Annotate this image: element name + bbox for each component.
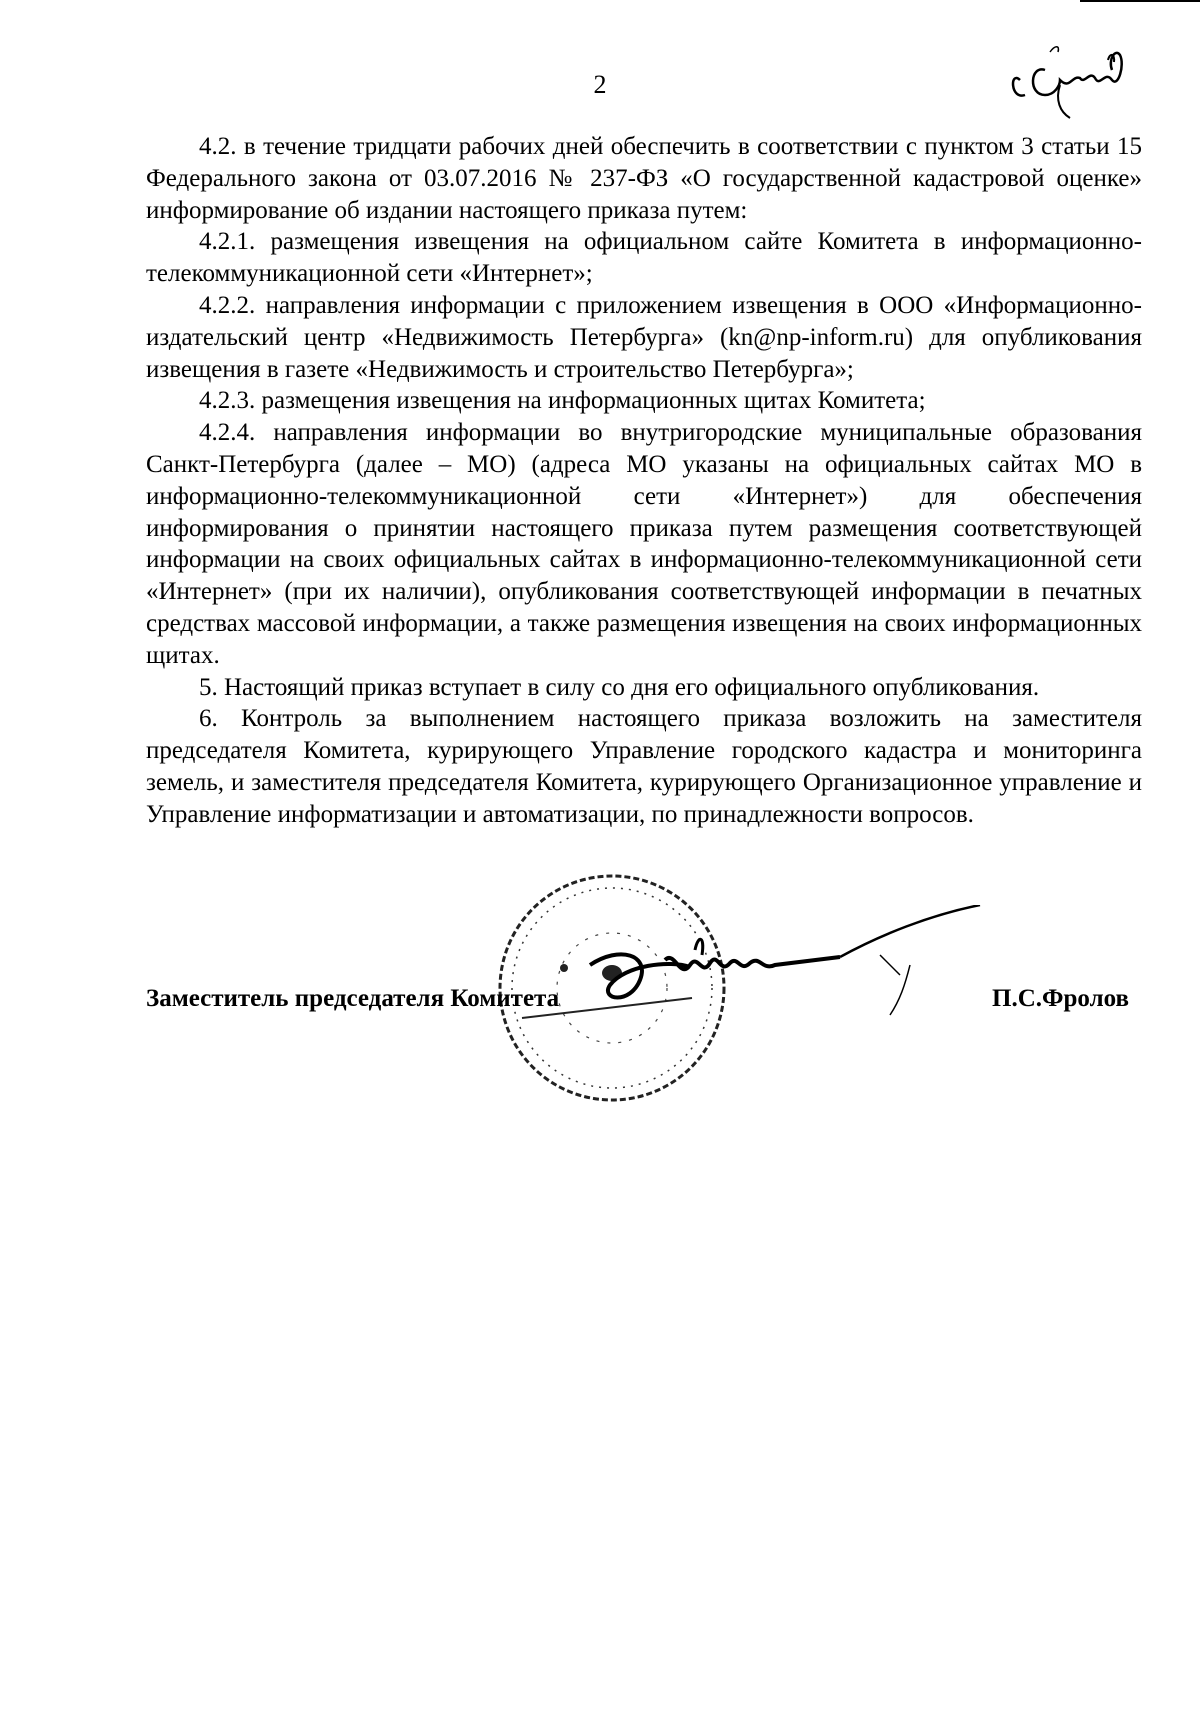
- document-body: [146, 131, 1142, 831]
- paragraph: 6. Контроль за выполнением настоящего приказа возложить на заместителя председателя Комитета, курирующего Управление городского кадастра и мониторинга земель, и заместителя председателя Комитета, курирующего Организационное управление и Управление информатизации и автоматизации, по принадлежности вопросов.: [146, 705, 1142, 828]
- signatory-name: П.С.Фролов: [992, 985, 1129, 1012]
- signatory-title: Заместитель председателя Комитета: [146, 985, 560, 1012]
- paragraph: 4.2.1. размещения извещения на официальном сайте Комитета в информационно-телекоммуникационной сети «Интернет»;: [146, 228, 1142, 288]
- paragraph: 5. Настоящий приказ вступает в силу со дня его официального опубликования.: [199, 673, 1040, 701]
- paragraph: 4.2.2. направления информации с приложением извещения в ООО «Информационно-издательский центр «Недвижимость Петербурга» (kn@np-inform.ru) для опубликования извещения в газете «Недвижимость и строительство Петербурга»;: [146, 291, 1142, 383]
- paragraph: 4.2.4. направления информации во внутригородские муниципальные образования Санкт-Петербурга (далее – МО) (адреса МО указаны на официальных сайтах МО в информационно-телекоммуникационной сети «Интернет») для обеспечения информирования о принятии настоящего приказа путем размещения соответствующей информации на своих официальных сайтах в информационно-телекоммуникационной сети «Интернет» (при их наличии), опубликования соответствующей информации в печатных средствах массовой информации, а также размещения извещения на своих информационных щитах.: [146, 419, 1142, 669]
- page-number: 2: [593, 70, 607, 99]
- top-edge-line: [1080, 0, 1200, 2]
- paragraph: 4.2. в течение тридцати рабочих дней обеспечить в соответствии с пунктом 3 статьи 15 Федерального закона от 03.07.2016 № 237-ФЗ «О государственной кадастровой оценке» информирование об издании настоящего приказа путем:: [146, 133, 1142, 224]
- signature-icon: [580, 905, 1000, 1040]
- paragraph: 4.2.3. размещения извещения на информационных щитах Комитета;: [199, 387, 926, 415]
- initials-icon: [1000, 40, 1150, 125]
